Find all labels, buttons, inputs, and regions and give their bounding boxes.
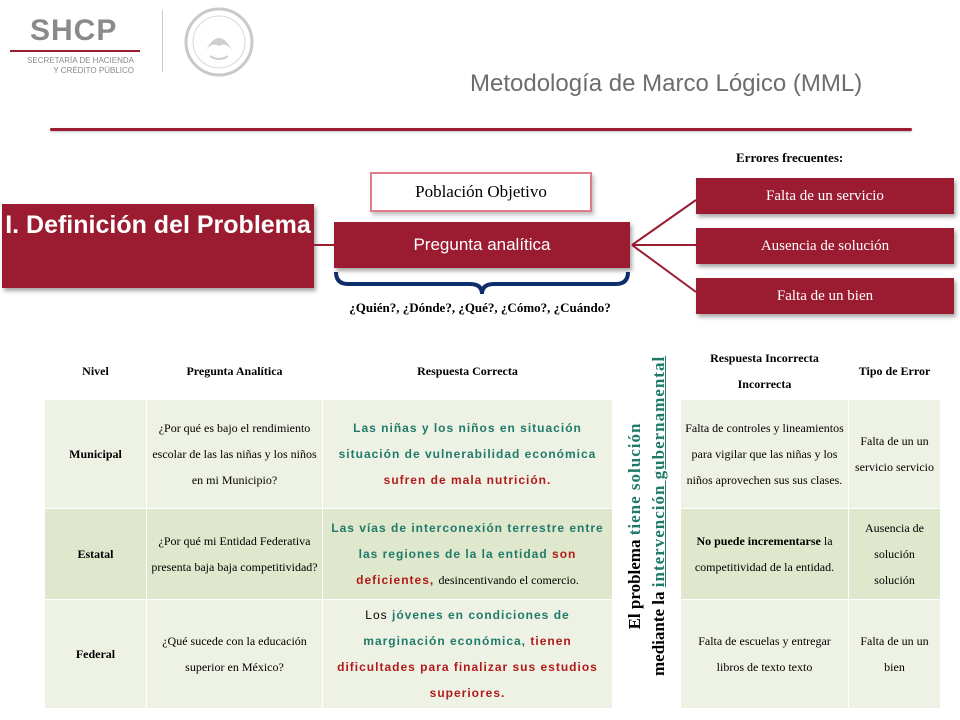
note-part-3: mediante la (648, 590, 668, 676)
note-part-4: intervención gubernamental (648, 355, 668, 587)
table-row (45, 400, 941, 509)
errors-heading: Errores frecuentes: (736, 150, 844, 165)
row-tipo: Falta de un un servicio servicio (849, 400, 941, 509)
logo-subtitle-line-2: Y CRÉDITO PÚBLICO (53, 66, 134, 75)
header-tipo: Tipo de Error (849, 343, 941, 400)
row-nivel: Estatal (45, 509, 147, 600)
row-nivel: Municipal (45, 400, 147, 509)
correcta-text: Las vías de interconexión terrestre entre las regiones de la la entidad (331, 521, 604, 561)
brace-icon (334, 270, 630, 296)
connector-line (314, 244, 334, 246)
correcta-highlight: sufren de mala nutrición. (383, 473, 552, 487)
row-correcta (323, 509, 613, 600)
correcta-text: Las niñas y los niños en situación situación de vulnerabilidad económica (338, 421, 597, 461)
row-tipo: Falta de un un bien (849, 600, 941, 709)
row-pregunta: ¿Por qué mi Entidad Federativa presenta baja baja competitividad? (147, 509, 323, 600)
note-part-1: El problema (624, 539, 644, 629)
header-divider (162, 10, 163, 72)
row-incorrecta (681, 509, 849, 600)
logo-subtitle (14, 56, 134, 76)
logo-text: SHCP (30, 14, 118, 47)
vertical-note (623, 355, 671, 676)
analysis-table (44, 342, 941, 709)
table-row (45, 509, 941, 600)
analytic-question-box: Pregunta analítica (334, 222, 630, 268)
table-row (45, 600, 941, 709)
correcta-tail: desincentivando el comercio. (438, 573, 579, 587)
problem-definition-box: I. Definición del Problema (2, 204, 314, 288)
header-pregunta: Pregunta Analítica (147, 343, 323, 400)
error-connector-lines (630, 196, 700, 296)
row-pregunta: ¿Por qué es bajo el rendimiento escolar de las las niñas y los niños en mi Municipio? (147, 400, 323, 509)
row-incorrecta: Falta de controles y lineamientos para vigilar que las niñas y los niños aprovechen sus sus clases. (681, 400, 849, 509)
logo-divider (10, 50, 140, 52)
row-correcta (323, 400, 613, 509)
who-where-what-questions: ¿Quién?, ¿Dónde?, ¿Qué?, ¿Cómo?, ¿Cuándo? (349, 300, 611, 315)
page-title: Metodología de Marco Lógico (MML) (470, 70, 863, 97)
row-tipo: Ausencia de solución solución (849, 509, 941, 600)
row-incorrecta: Falta de escuelas y entregar libros de texto texto (681, 600, 849, 709)
correcta-highlight: son deficientes, (356, 547, 577, 587)
note-part-2: tiene solución (624, 422, 644, 535)
error-missing-service: Falta de un servicio (696, 178, 954, 214)
row-pregunta: ¿Qué sucede con la educación superior en México? (147, 600, 323, 709)
header-nivel: Nivel (45, 343, 147, 400)
incorrecta-rest: la competitividad de la entidad. (694, 534, 835, 574)
error-missing-good: Falta de un bien (696, 278, 954, 314)
target-population-box: Población Objetivo (370, 172, 592, 212)
correcta-text: jóvenes en condiciones de marginación económica, (363, 608, 570, 648)
correcta-prefix: Los (365, 608, 388, 622)
national-seal-icon (180, 6, 258, 78)
header-correcta: Respuesta Correcta (323, 343, 613, 400)
row-correcta (323, 600, 613, 709)
logo-subtitle-line-1: SECRETARÍA DE HACIENDA (27, 56, 134, 65)
row-nivel: Federal (45, 600, 147, 709)
table-header-row (45, 343, 941, 400)
incorrecta-bold: No puede incrementarse (696, 534, 821, 548)
header-incorrecta: Respuesta Incorrecta Incorrecta (681, 343, 849, 400)
vertical-note-cell (613, 343, 681, 709)
error-no-solution: Ausencia de solución (696, 228, 954, 264)
title-rule (50, 128, 912, 131)
correcta-highlight: tienen dificultades para finalizar sus estudios superiores. (337, 634, 598, 700)
